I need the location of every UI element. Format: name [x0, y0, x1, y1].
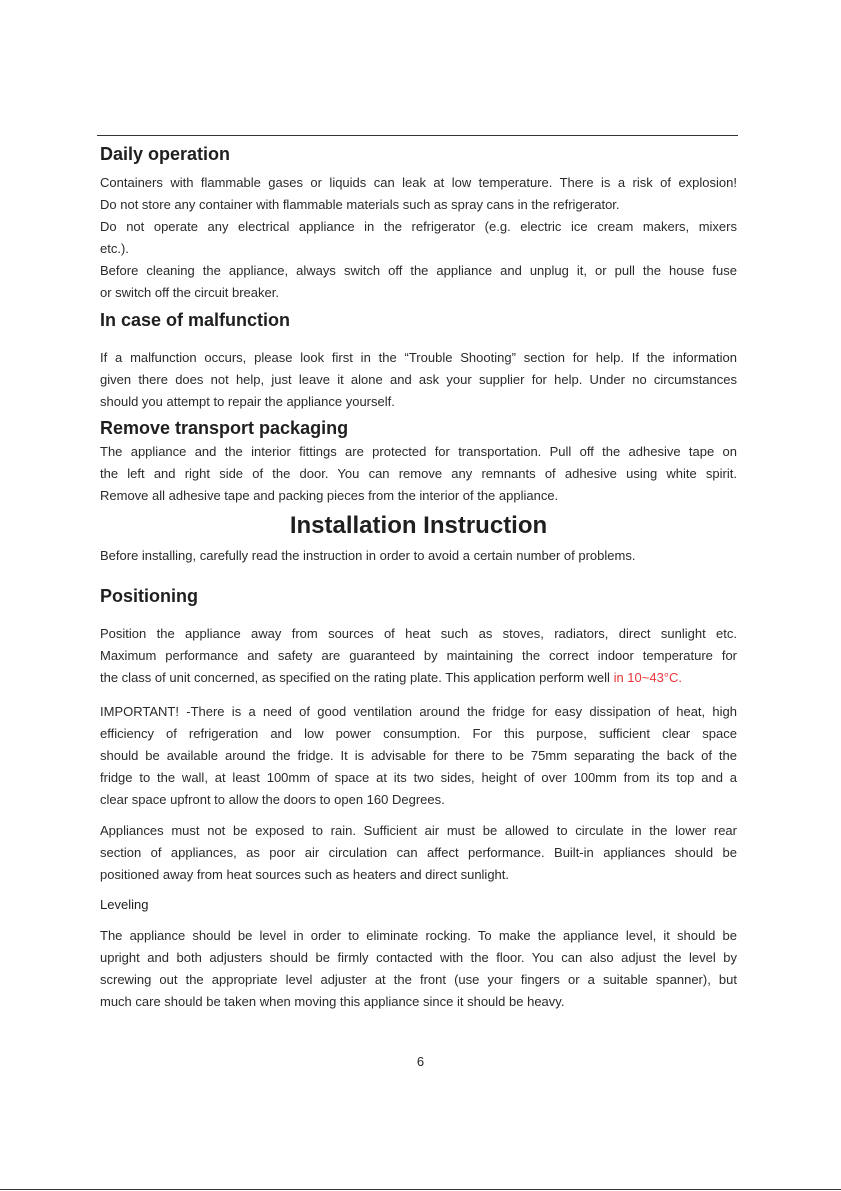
temperature-range: in 10~43°C. — [613, 670, 683, 685]
text-line: IMPORTANT! -There is a need of good ventilation around the fridge for easy dissipation of heat, high — [100, 704, 737, 719]
text-line: fridge to the wall, at least 100mm of space at its two sides, height of over 100mm from its top and a — [100, 770, 737, 785]
leveling-text — [100, 925, 737, 1013]
text-line: upright and both adjusters should be firmly contacted with the floor. You can also adjust the level by — [100, 950, 737, 965]
text-line: clear space upfront to allow the doors to open 160 Degrees. — [100, 792, 445, 807]
text-line: positioned away from heat sources such as heaters and direct sunlight. — [100, 867, 510, 882]
heading-installation-instruction: Installation Instruction — [289, 512, 548, 539]
text-line: much care should be taken when moving this appliance since it should be heavy. — [100, 994, 565, 1009]
text-line: Before cleaning the appliance, always switch off the appliance and unplug it, or pull the house fuse — [100, 263, 737, 278]
text-line: efficiency of refrigeration and low power consumption. For this purpose, sufficient clear space — [100, 726, 737, 741]
top-divider — [97, 135, 738, 136]
text-line: If a malfunction occurs, please look first in the “Trouble Shooting” section for help. If the information — [100, 350, 737, 365]
text-line: should you attempt to repair the appliance yourself. — [100, 394, 395, 409]
positioning-text — [100, 623, 737, 689]
daily-operation-text — [100, 172, 737, 304]
text-line — [100, 667, 737, 689]
text-line: or switch off the circuit breaker. — [100, 285, 279, 300]
heading-positioning: Positioning — [100, 586, 198, 606]
text-line: Maximum performance and safety are guaranteed by maintaining the correct indoor temperature for — [100, 648, 737, 663]
malfunction-text — [100, 347, 737, 413]
page-number: 6 — [416, 1054, 425, 1069]
text-line: Do not operate any electrical appliance in the refrigerator (e.g. electric ice cream makers, mixers — [100, 219, 737, 234]
text-line: screwing out the appropriate level adjuster at the front (use your fingers or a suitable spanner), but — [100, 972, 737, 987]
text-line: should be available around the fridge. It is advisable for there to be 75mm separating the back of the — [100, 748, 737, 763]
bottom-edge-line — [0, 1189, 841, 1190]
remove-packaging-text — [100, 441, 737, 507]
text-line: Appliances must not be exposed to rain. Sufficient air must be allowed to circulate in the lower rear — [100, 823, 737, 838]
heading-leveling: Leveling — [100, 897, 149, 912]
text-line: Before installing, carefully read the instruction in order to avoid a certain number of problems. — [100, 548, 636, 563]
important-ventilation-text — [100, 701, 737, 811]
rain-air-circulation-text — [100, 820, 737, 886]
text-line: Do not store any container with flammable materials such as spray cans in the refrigerator. — [100, 197, 620, 212]
heading-daily-operation: Daily operation — [100, 144, 231, 164]
page-content — [100, 143, 737, 1013]
text-line: etc.). — [100, 241, 129, 256]
text-line: given there does not help, just leave it alone and ask your supplier for help. Under no circumstances — [100, 372, 737, 387]
text-line: Remove all adhesive tape and packing pieces from the interior of the appliance. — [100, 488, 559, 503]
text-line: The appliance and the interior fittings are protected for transportation. Pull off the adhesive tape on — [100, 444, 737, 459]
text-line: The appliance should be level in order to eliminate rocking. To make the appliance level, it should be — [100, 928, 737, 943]
text-line: the left and right side of the door. You can remove any remnants of adhesive using white spirit. — [100, 466, 737, 481]
installation-intro-text — [100, 545, 737, 567]
heading-malfunction: In case of malfunction — [100, 310, 291, 330]
text-line: Position the appliance away from sources of heat such as stoves, radiators, direct sunlight etc. — [100, 626, 737, 641]
text-line-segment: the class of unit concerned, as specified on the rating plate. This application perform well — [100, 670, 610, 685]
text-line: section of appliances, as poor air circulation can affect performance. Built-in appliances should be — [100, 845, 737, 860]
text-line: Containers with flammable gases or liquids can leak at low temperature. There is a risk of explosion! — [100, 175, 737, 190]
heading-remove-packaging: Remove transport packaging — [100, 418, 349, 438]
